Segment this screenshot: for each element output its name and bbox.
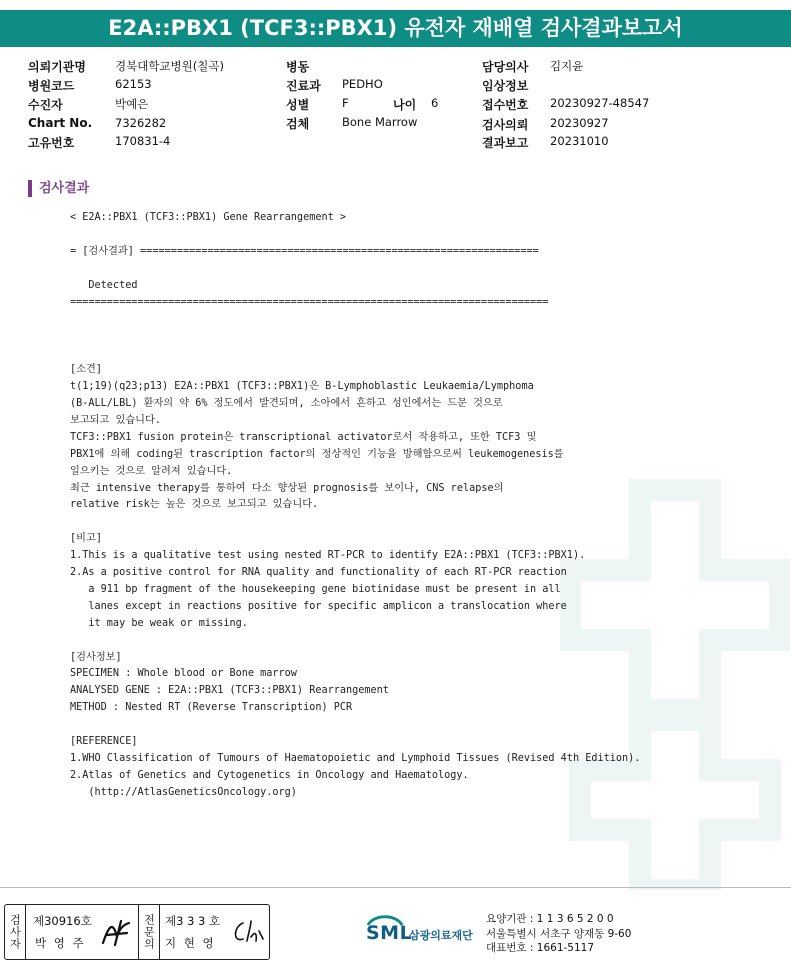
signer1-role: 검사자 — [8, 914, 22, 950]
label-age: 나이 — [393, 98, 417, 112]
institution-code: 요양기관 : 1 1 3 6 5 2 0 0 — [486, 913, 614, 925]
value-accession-no: 20230927-48547 — [550, 96, 650, 110]
signer2-name: 지 현 영 — [165, 936, 216, 950]
footer-divider — [0, 887, 791, 888]
value-chart-no: 7326282 — [115, 116, 167, 130]
label-chart-no: Chart No. — [28, 116, 93, 130]
value-department: PEDHO — [342, 77, 383, 91]
org-name: 삼광의료재단 — [409, 929, 473, 942]
org-contact — [486, 912, 631, 956]
sign-divider — [159, 905, 160, 959]
label-physician: 담당의사 — [482, 60, 529, 74]
value-physician: 김지윤 — [550, 59, 584, 73]
value-hospital-code: 62153 — [115, 77, 152, 91]
signer2-role: 전문의 — [142, 914, 156, 950]
label-ward: 병동 — [286, 60, 310, 74]
label-request-date: 검사의뢰 — [482, 118, 529, 132]
signer1-license: 제30916호 — [33, 914, 92, 928]
value-report-date: 20231010 — [550, 134, 609, 148]
label-requesting-institution: 의뢰기관명 — [28, 60, 86, 74]
label-report-date: 결과보고 — [482, 136, 529, 150]
value-unique-no: 170831-4 — [115, 134, 171, 148]
value-request-date: 20230927 — [550, 116, 609, 130]
value-specimen: Bone Marrow — [342, 115, 418, 129]
label-hospital-code: 병원코드 — [28, 79, 75, 93]
label-accession-no: 접수번호 — [482, 98, 529, 112]
signature-box — [4, 904, 270, 960]
label-patient: 수진자 — [28, 98, 63, 112]
org-address: 서울특별시 서초구 양재동 9-60 — [486, 927, 632, 940]
logo-text: SML — [366, 922, 413, 944]
org-logo — [364, 912, 484, 948]
result-body-text: < E2A::PBX1 (TCF3::PBX1) Gene Rearrangement > = [검사결과] ================================================================= Detected ============================================================================== [소견] t(1;19)(q23;p13) E2A::PBX1 (TCF3::PBX1)은 B-Lymphoblastic Leukaemia/Lymphoma (B-ALL/LBL) 환자의 약 6% 정도에서 발견되며, 소아에서 흔하고 성인에서는 드문 것으로 보고되고 있습니다. TCF3::PBX1 fusion protein은 transcriptional activator로서 작용하고, 또한 TCF3 및 PBX1에 의해 coding된 trascription factor의 정상적인 기능을 방해함으로써 leukemogenesis를 일으키는 것으로 알려져 있습니다. 최근 intensive therapy를 통하여 다소 향상된 prognosis를 보이나, CNS relapse의 relative risk는 높은 것으로 보고되고 있습니다. [비고] 1.This is a qualitative test using nested RT-PCR to identify E2A::PBX1 (TCF3::PBX1). 2.As a positive control for RNA quality and functionality of each RT-PCR reaction a 911 bp fragment of the housekeeping gene biotinidase must be present in all lanes except in reactions positive for specific amplicon a translocation where it may be weak or missing. [검사정보] SPECIMEN : Whole blood or Bone marrow ANALYSED GENE : E2A::PBX1 (TCF3::PBX1) Rearrangement METHOD : Nested RT (Reverse Transcription) PCR [REFERENCE] 1.WHO Classification of Tumours of Haematopoietic and Lymphoid Tissues (Revised 4th Edition). 2.Atlas of Genetics and Cytogenetics in Oncology and Haematology. (http://AtlasGeneticsOncology.org) — [70, 212, 641, 798]
org-phone: 대표번호 : 1661-5117 — [486, 942, 595, 954]
value-requesting-institution: 경북대학교병원(칠곡) — [115, 59, 224, 73]
label-department: 진료과 — [286, 79, 321, 93]
value-patient: 박예은 — [115, 97, 149, 111]
label-clinical-info: 임상정보 — [482, 79, 529, 93]
label-sex: 성별 — [286, 98, 310, 112]
label-specimen: 검체 — [286, 117, 310, 131]
signature1-icon — [99, 915, 133, 949]
value-age: 6 — [431, 96, 439, 110]
sign-divider — [25, 905, 26, 959]
value-sex: F — [342, 96, 349, 110]
label-unique-no: 고유번호 — [28, 136, 75, 150]
signer1-name: 박 영 주 — [35, 936, 86, 950]
report-title: E2A::PBX1 (TCF3::PBX1) 유전자 재배열 검사결과보고서 — [0, 10, 791, 47]
signer2-license: 제3 3 3 호 — [165, 914, 221, 928]
section-title-results: 검사결과 — [28, 180, 89, 197]
signature2-icon — [229, 917, 265, 949]
